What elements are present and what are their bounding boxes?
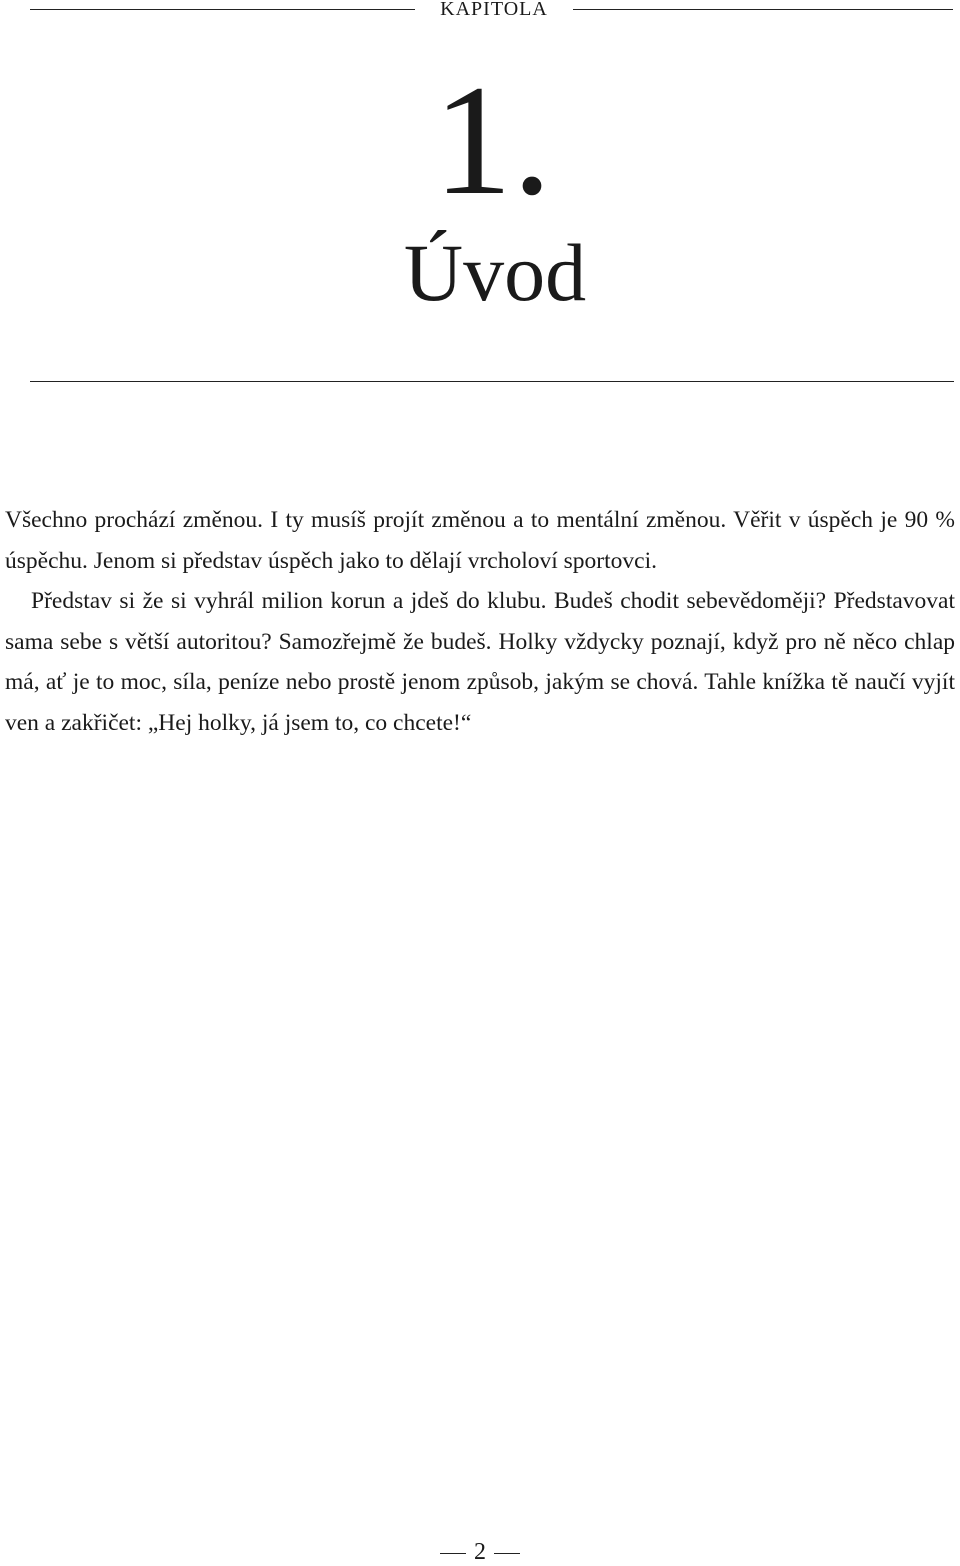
footer-dash-left <box>440 1553 466 1554</box>
chapter-number: 1. <box>433 53 552 228</box>
footer-dash-right <box>494 1553 520 1554</box>
chapter-header <box>0 0 960 22</box>
chapter-title: Úvod <box>403 227 587 318</box>
page-number: 2 <box>474 1539 486 1565</box>
header-rule-right <box>573 9 953 10</box>
chapter-label: KAPITOLA <box>440 0 548 20</box>
page-footer <box>0 1540 960 1564</box>
paragraph-2: Představ si že si vyhrál milion korun a jdeš do klubu. Budeš chodit sebevědoměji? Představovat sama sebe s větší autoritou? Samozřejmě že budeš. Holky vždycky poznají, když pro ně něco chlap má, ať je to moc, síla, peníze nebo prostě jenom způsob, jakým se chová. Tahle knížka tě naučí vyjít ven a zakřičet: „Hej holky, já jsem to, co chcete!“ <box>5 588 955 736</box>
title-rule <box>30 381 954 382</box>
chapter-body <box>5 500 955 743</box>
paragraph-1: Všechno prochází změnou. I ty musíš projít změnou a to mentální změnou. Věřit v úspěch je 90 % úspěchu. Jenom si představ úspěch jako to dělají vrcholoví sportovci. <box>5 507 955 574</box>
header-rule-left <box>30 9 415 10</box>
